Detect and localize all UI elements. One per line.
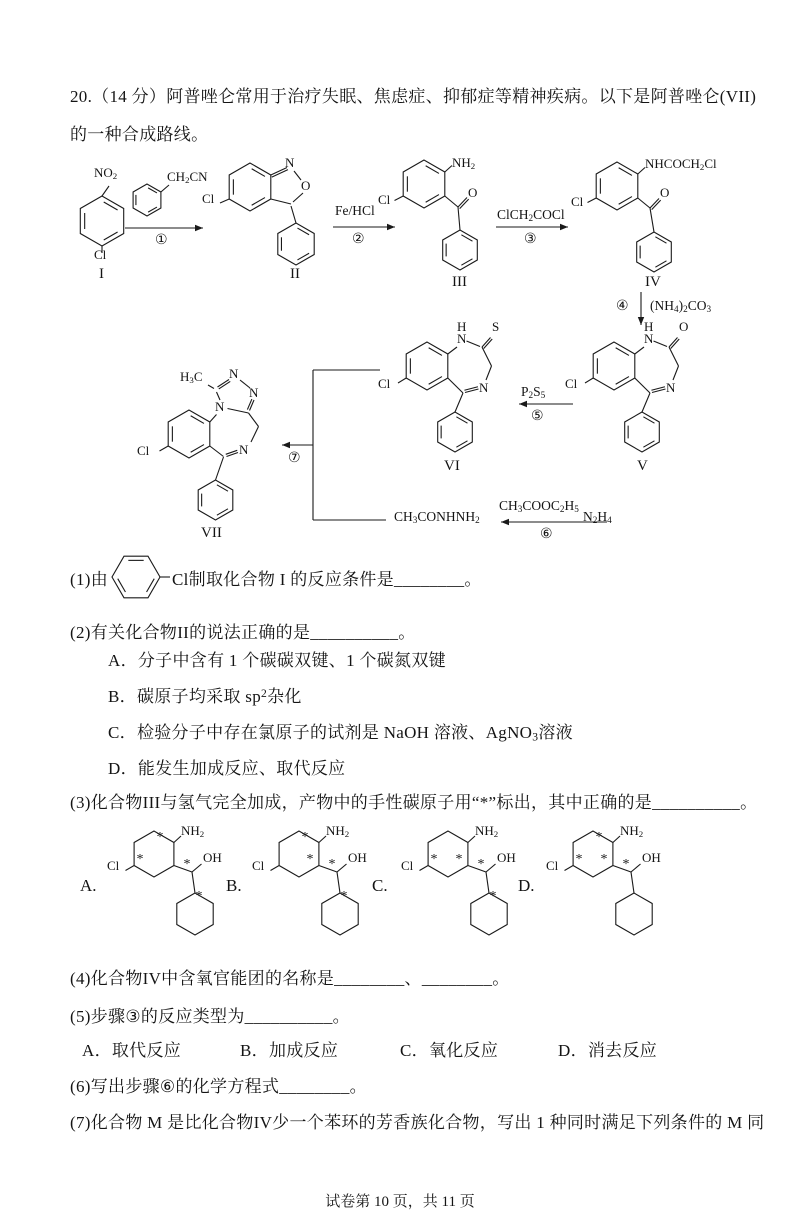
cl-atom-label: Cl <box>137 443 150 458</box>
benzene-ring <box>438 412 473 452</box>
benzene-ring <box>443 230 478 270</box>
q5-option-c: C．氧化反应 <box>400 1041 499 1060</box>
step-5-label: ⑤ <box>531 408 544 424</box>
chiral-star: * <box>575 852 583 867</box>
cl-atom-label: Cl <box>107 858 120 873</box>
bond-line <box>445 166 452 173</box>
step-2-label: ② <box>352 231 365 247</box>
q5-text: (5)步骤③的反应类型为__________。 <box>70 1007 350 1026</box>
step-6-label: ⑥ <box>540 526 553 542</box>
benzene-ring <box>403 160 445 208</box>
oh-group-label: OH <box>348 850 367 865</box>
arrow-head <box>282 442 290 448</box>
bond-line <box>395 196 404 201</box>
clch2cocl-reagent-label: ClCH$_2$COCl <box>497 207 565 224</box>
chiral-star: * <box>328 857 336 872</box>
bond-line <box>588 198 597 203</box>
bond-line <box>650 208 654 232</box>
bond-line <box>192 864 202 872</box>
arrow-head <box>501 519 509 525</box>
benzene-ring <box>637 232 672 272</box>
q2-option-c: C．检验分子中存在氯原子的试剂是 NaOH 溶液、AgNO$_3$溶液 <box>108 723 573 744</box>
chiral-star: * <box>136 852 144 867</box>
bond-line <box>337 864 347 872</box>
chiral-star: * <box>195 889 203 904</box>
n-atom-label: N <box>249 385 259 400</box>
bond-line <box>220 199 229 203</box>
bond-line <box>486 864 496 872</box>
benzene-ring <box>112 556 160 598</box>
step-3-label: ③ <box>524 231 537 247</box>
q6-text: (6)写出步骤⑥的化学方程式________。 <box>70 1077 367 1096</box>
cl-atom-label: Cl <box>565 376 578 391</box>
bond-line <box>486 366 492 380</box>
n-atom-label: N <box>215 399 225 414</box>
q1-text: Cl制取化合物 I 的反应条件是________。 <box>172 570 482 589</box>
nh2-group-label: $NH_2$ <box>475 823 499 839</box>
bond-line <box>161 185 169 192</box>
chiral-star: * <box>477 857 485 872</box>
bond-line <box>631 864 641 872</box>
q5-option-b: B．加成反应 <box>240 1041 339 1060</box>
n-atom-label: N <box>479 380 489 395</box>
page-footer: 试卷第 10 页，共 11 页 <box>325 1194 475 1210</box>
q5-option-a: A．取代反应 <box>82 1041 182 1060</box>
bond-line <box>249 413 259 427</box>
q3-text: (3)化合物III与氢气完全加成，产物中的手性碳原子用“*”标出，其中正确的是__________。 <box>70 793 758 812</box>
step-1-label: ① <box>155 232 168 248</box>
p2s5-reagent-label: $P_2S_5$ <box>521 384 546 401</box>
q3-option-letter: D. <box>518 876 535 895</box>
no2-group-label: $NO_2$ <box>94 165 118 181</box>
benzene-ring <box>133 184 161 216</box>
oh-group-label: OH <box>203 850 222 865</box>
chiral-star: * <box>340 889 348 904</box>
o-atom-label: O <box>301 178 311 193</box>
cl-atom-label: Cl <box>94 247 107 262</box>
bond-line <box>673 366 679 380</box>
o-atom-label: O <box>660 185 670 200</box>
bond-line <box>638 198 650 208</box>
bond-line <box>448 347 457 354</box>
bond-line <box>398 378 406 383</box>
bond-line <box>251 427 259 443</box>
cl-atom-label: Cl <box>546 858 559 873</box>
bond-line <box>585 378 593 383</box>
chiral-star: * <box>156 830 164 845</box>
chiral-star: * <box>306 852 314 867</box>
bond-line <box>210 415 217 423</box>
n-atom-label: N <box>239 442 249 457</box>
compound-iv-label: IV <box>645 274 661 290</box>
nh2-group-label: $NH_2$ <box>620 823 644 839</box>
bond-line <box>216 457 224 480</box>
q5-option-d: D．消去反应 <box>558 1041 658 1060</box>
q2-option-d: D．能发生加成反应、取代反应 <box>108 759 346 778</box>
chiral-star: * <box>455 852 463 867</box>
s-atom-label: S <box>492 319 500 334</box>
nh42co3-reagent-label: $(NH_4)_2CO_3$ <box>650 298 712 315</box>
q2-text: (2)有关化合物II的说法正确的是__________。 <box>70 623 416 642</box>
bond-line <box>448 378 463 393</box>
chiral-star: * <box>430 852 438 867</box>
q3-option-letter: C. <box>372 876 388 895</box>
q3-option-letter: B. <box>226 876 242 895</box>
bond-line <box>638 168 645 175</box>
bond-line <box>293 193 303 202</box>
o-atom-label: O <box>679 319 689 334</box>
bond-line <box>271 866 280 871</box>
benzene-ring <box>278 223 314 265</box>
q4-text: (4)化合物IV中含氧官能团的名称是________、________。 <box>70 969 510 988</box>
ch2cn-group-label: $CH_2CN$ <box>167 169 208 185</box>
benzene-ring <box>593 342 635 390</box>
n-atom-label: N <box>457 331 467 346</box>
chiral-star: * <box>595 830 603 845</box>
n-atom-label: N <box>229 366 239 381</box>
bond-line <box>319 836 326 843</box>
bond-line <box>271 199 291 204</box>
cl-atom-label: Cl <box>378 376 391 391</box>
bond-line <box>669 347 679 366</box>
step-4-label: ④ <box>616 298 629 314</box>
bond-line <box>458 207 460 230</box>
benzene-ring <box>406 342 448 390</box>
arrow-head <box>387 224 395 230</box>
h3c-group-label: $H_3C$ <box>180 369 203 385</box>
bond-line <box>631 872 634 893</box>
bond-line <box>468 836 475 843</box>
bond-line <box>635 347 644 354</box>
compound-vi-label: VI <box>444 458 460 474</box>
benzene-ring <box>625 412 660 452</box>
bond-line <box>247 399 252 410</box>
cl-atom-label: Cl <box>378 192 391 207</box>
bond-line <box>102 186 109 196</box>
nh2-group-label: $NH_2$ <box>452 155 476 171</box>
compound-vii-label: VII <box>201 525 222 541</box>
bond-line <box>482 347 492 366</box>
q3-option-letter: A. <box>80 876 97 895</box>
question-header-line1: 20.（14 分）阿普唑仑常用于治疗失眠、焦虑症、抑郁症等精神疾病。以下是阿普唑仑(VII) <box>70 87 757 106</box>
bond-line <box>420 866 429 871</box>
compound-i-label: I <box>99 266 104 282</box>
benzene-ring <box>168 410 210 458</box>
question-header-line2: 的一种合成路线。 <box>70 125 209 144</box>
nhcoch2cl-group-label: $NHCOCH_2Cl$ <box>645 156 717 172</box>
bond-line <box>635 378 650 393</box>
bond-line <box>455 393 463 412</box>
bond-line <box>613 836 620 843</box>
bond-line <box>467 341 481 347</box>
nh2-group-label: $NH_2$ <box>326 823 350 839</box>
ch3conhnh2-label: $CH_3CONHNH_2$ <box>394 509 480 526</box>
step-7-label: ⑦ <box>288 450 301 466</box>
cl-atom-label: Cl <box>571 194 584 209</box>
n2h4-label: $N_2H_4$ <box>583 509 612 526</box>
q7-text: (7)化合物 M 是比化合物IV少一个苯环的芳香族化合物，写出 1 种同时满足下列条件的 M 同 <box>70 1113 765 1132</box>
bond-line <box>210 446 224 457</box>
arrow-head <box>195 225 203 231</box>
bond-line <box>160 446 169 451</box>
bond-line <box>565 866 574 871</box>
q2-option-a: A．分子中含有 1 个碳碳双键、1 个碳氮双键 <box>108 651 446 670</box>
h-atom-label: H <box>457 319 467 334</box>
n-atom-label: N <box>644 331 654 346</box>
ch3cooc2h5-label: $CH_3COOC_2H_5$ <box>499 498 579 515</box>
fe-hcl-reagent-label: Fe/HCl <box>335 203 375 218</box>
bond-line <box>445 196 458 207</box>
q1-prefix: (1)由 <box>70 570 109 589</box>
bond-line <box>642 393 650 412</box>
arrow-head <box>560 224 568 230</box>
compound-v-label: V <box>637 458 648 474</box>
arrow-head <box>519 401 527 407</box>
cl-atom-label: Cl <box>252 858 265 873</box>
bond-line <box>208 385 214 389</box>
nh2-group-label: $NH_2$ <box>181 823 205 839</box>
compound-ii-label: II <box>290 266 300 282</box>
cyclohexane-ring <box>616 893 652 935</box>
n-atom-label: N <box>666 380 676 395</box>
benzene-ring <box>596 162 638 210</box>
bond-line <box>250 400 255 411</box>
chiral-star: * <box>600 852 608 867</box>
bond-line <box>294 171 301 180</box>
bond-line <box>228 409 249 414</box>
chiral-star: * <box>183 857 191 872</box>
chiral-star: * <box>622 857 630 872</box>
h-atom-label: H <box>644 319 654 334</box>
chiral-star: * <box>489 889 497 904</box>
bond-line <box>174 836 181 843</box>
bond-line <box>291 206 296 223</box>
o-atom-label: O <box>468 185 478 200</box>
benzene-ring <box>229 163 271 211</box>
q2-option-b: B．碳原子均采取 $sp^2$杂化 <box>108 686 302 706</box>
oh-group-label: OH <box>642 850 661 865</box>
oh-group-label: OH <box>497 850 516 865</box>
chiral-star: * <box>301 830 309 845</box>
cl-atom-label: Cl <box>401 858 414 873</box>
benzene-ring <box>80 196 123 246</box>
compound-iii-label: III <box>452 274 467 290</box>
n-atom-label: N <box>285 155 295 170</box>
cl-atom-label: Cl <box>202 191 215 206</box>
bond-line <box>654 341 668 347</box>
benzene-ring <box>198 480 233 520</box>
bond-line <box>126 866 135 871</box>
